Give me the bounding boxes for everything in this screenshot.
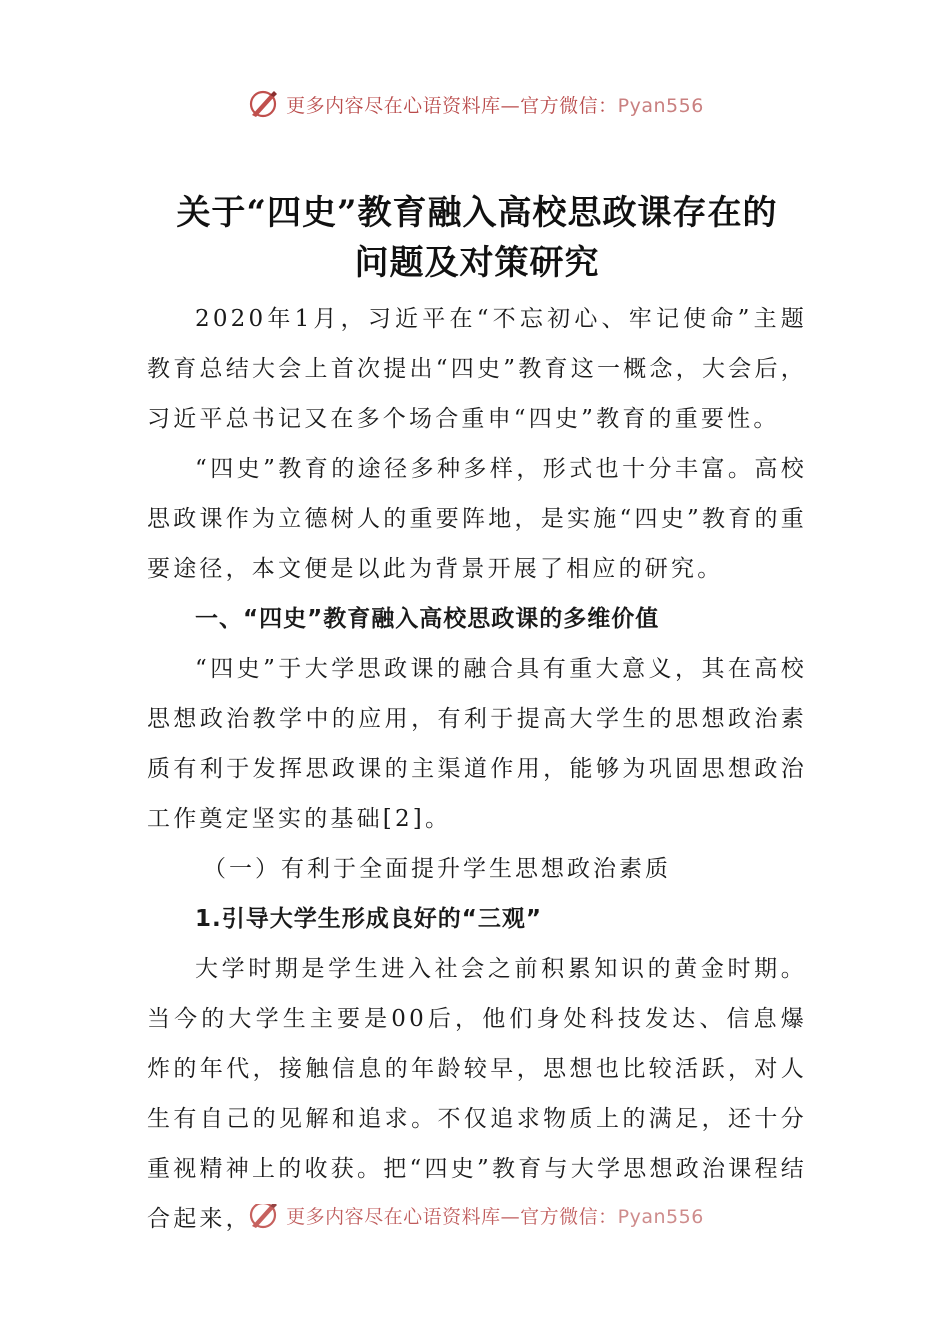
paragraph-point-1: 大学时期是学生进入社会之前积累知识的黄金时期。当今的大学生主要是00后，他们身处科技发达、信息爆炸的年代，接触信息的年龄较早，思想也比较活跃，对人生有自己的见解和追求。不仅追求物质上的满足，还十分重视精神上的收获。把“四史”教育与大学思想政治课程结合起来， (147, 956, 807, 1232)
paragraph-intro-2: “四史”教育的途径多种多样，形式也十分丰富。高校思政课作为立德树人的重要阵地，是实施“四史”教育的重要途径，本文便是以此为背景开展了相应的研究。 (147, 456, 807, 582)
footer-watermark (0, 1204, 950, 1238)
document-body (147, 188, 807, 1244)
document-title (147, 188, 807, 288)
subsection-heading-1: （一）有利于全面提升学生思想政治素质 (203, 856, 671, 882)
paragraph-intro-1: 2020年1月，习近平在“不忘初心、牢记使命”主题教育总结大会上首次提出“四史”教育这一概念，大会后，习近平总书记又在多个场合重申“四史”教育的重要性。 (147, 306, 807, 432)
watermark-text: 更多内容尽在心语资料库—官方微信：Pyan556 (286, 94, 704, 117)
pen-logo-icon (246, 87, 280, 121)
pen-logo-icon (246, 1204, 280, 1232)
header-watermark (0, 84, 950, 124)
title-line-1: 关于“四史”教育融入高校思政课存在的 (176, 193, 778, 233)
paragraph-section-1: “四史”于大学思政课的融合具有重大意义，其在高校思想政治教学中的应用，有利于提高大学生的思想政治素质有利于发挥思政课的主渠道作用，能够为巩固思想政治工作奠定坚实的基础[2]。 (147, 656, 807, 832)
watermark-text: 更多内容尽在心语资料库—官方微信：Pyan556 (286, 1205, 704, 1228)
point-heading-1: 1.引导大学生形成良好的“三观” (195, 906, 542, 932)
section-heading-1: 一、“四史”教育融入高校思政课的多维价值 (195, 606, 660, 632)
title-line-2: 问题及对策研究 (354, 243, 600, 283)
